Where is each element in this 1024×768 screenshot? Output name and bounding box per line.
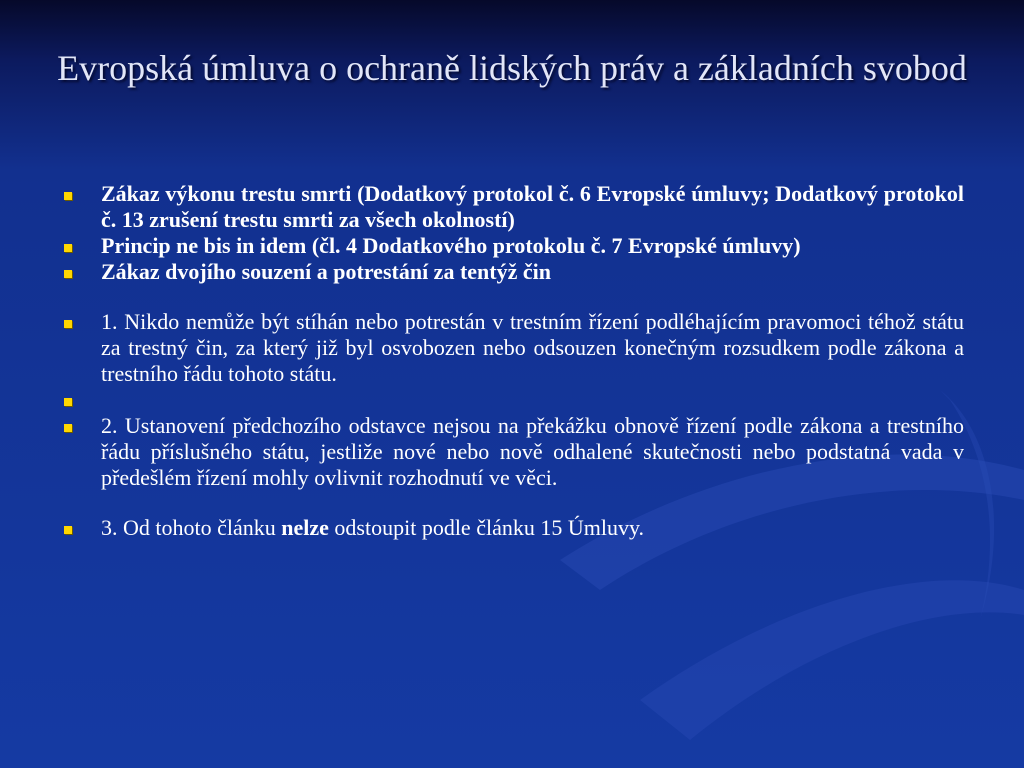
list-item [60, 181, 964, 233]
list-item-text: Zákaz výkonu trestu smrti (Dodatkový protokol č. 6 Evropské úmluvy; Dodatkový protokol č. 13 zrušení trestu smrti za všech okolností) [101, 181, 964, 232]
list-item-text: Zákaz dvojího souzení a potrestání za tentýž čin [101, 259, 551, 284]
list-item-emphasis: nelze [281, 515, 329, 540]
list-item-empty [60, 387, 964, 413]
list-item [60, 309, 964, 387]
list-item-text-after: odstoupit podle článku 15 Úmluvy. [328, 515, 645, 540]
list-item-text: Princip ne bis in idem (čl. 4 Dodatkového protokolu č. 7 Evropské úmluvy) [101, 233, 801, 258]
bullet-list [60, 181, 964, 541]
list-item-text: 2. Ustanovení předchozího odstavce nejsou na překážku obnově řízení podle zákona a trestního řádu příslušného státu, jestliže nové nebo nově odhalené skutečnosti nebo podstatná vada v předešlém řízení mohly ovlivnit rozhodnutí ve věci. [101, 413, 964, 490]
list-item [60, 413, 964, 491]
list-item [60, 233, 964, 259]
list-item-text-before: 3. Od tohoto článku [101, 515, 282, 540]
list-item-text: 1. Nikdo nemůže být stíhán nebo potrestán v trestním řízení podléhajícím pravomoci téhož státu za trestný čin, za který již byl osvobozen nebo odsouzen konečným rozsudkem podle zákona a trestního řádu tohoto státu. [101, 309, 964, 386]
list-item [60, 515, 964, 541]
slide-title: Evropská úmluva o ochraně lidských práv a základních svobod [57, 48, 967, 88]
list-item [60, 259, 964, 285]
